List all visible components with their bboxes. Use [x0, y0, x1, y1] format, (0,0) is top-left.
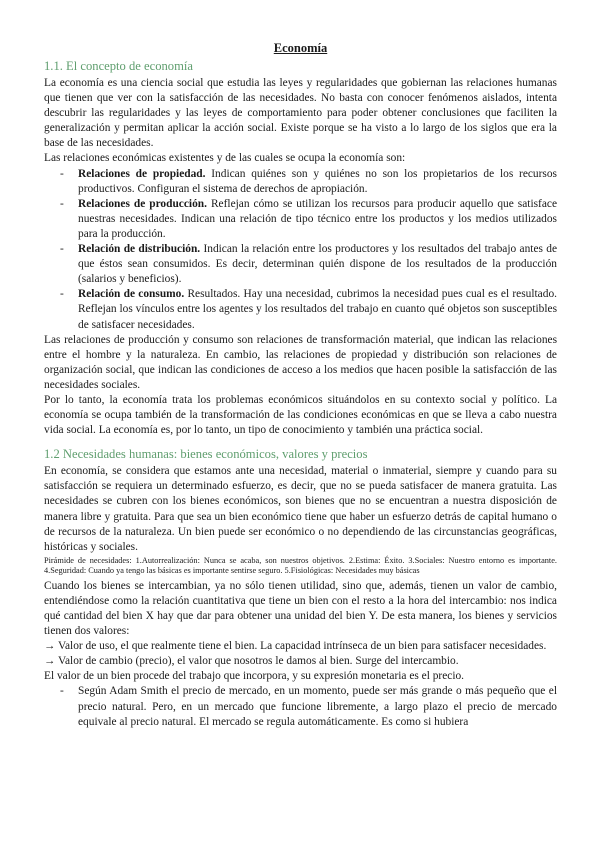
- dash-bullet: -: [60, 197, 64, 210]
- list-item-text: Indican quiénes son y quiénes no son los propietarios de los recursos productivos. Configuran el sistema de derechos de apropiación.: [78, 167, 557, 195]
- list-item-text: Resultados. Hay una necesidad, cubrimos la necesidad pues cual es el resultado. Reflejan los vínculos entre los agentes y los resultados del trabajo en cuanto qué objetos son susceptibles de satisfacer necesidades.: [78, 288, 557, 331]
- list-item: [44, 197, 557, 242]
- needs-pyramid-note: Pirámide de necesidades: 1.Autorrealización: Nunca se acaba, son nuestros objetivos. 2.Estima: Éxito. 3.Sociales: Nuestro entorno es importante. 4.Seguridad: Cuando ya tengo las básicas es importante sentirse seguro. 5.Fisiológicas: Necesidades muy básicas: [44, 555, 557, 576]
- list-item: [44, 242, 557, 287]
- list-item: [44, 167, 557, 197]
- document-title: Economía: [273, 41, 328, 55]
- dash-bullet: -: [60, 685, 64, 698]
- list-item-term: Relación de consumo.: [78, 288, 185, 301]
- section-heading-1-2: 1.2 Necesidades humanas: bienes económicos, valores y precios: [44, 447, 368, 462]
- list-item-text: Reflejan cómo se utilizan los recursos para producir aquello que satisface nuestras necesidades. Indican una relación de tipo técnico entre los productos y los medios utilizados para la producción.: [78, 197, 558, 240]
- list-item-term: Relaciones de propiedad.: [78, 167, 206, 180]
- list-item-term: Relaciones de producción.: [78, 197, 207, 210]
- dash-bullet: -: [60, 288, 64, 301]
- paragraph: La economía es una ciencia social que estudia las leyes y regularidades que gobiernan las relaciones humanas que tienen que ver con la satisfacción de las necesidades. No basta con conocer fenómenos aislados, intenta descubrir las regularidades y las leyes de comportamiento para poder obtener conclusiones que faciliten la generalización y permitan aplicar la acción social. Existe porque se ha visto a lo largo de los siglos que era la base de las necesidades.: [44, 77, 557, 150]
- paragraph: Las relaciones de producción y consumo son relaciones de transformación material, que indican las relaciones entre el hombre y la naturaleza. En cambio, las relaciones de propiedad y distribución son relaciones de organización social, que indican las condiciones de acceso a los medios que hacen posible la satisfacción de las necesidades sociales.: [44, 333, 557, 391]
- section-heading-1-1: 1.1. El concepto de economía: [44, 59, 193, 73]
- dash-bullet: -: [60, 243, 64, 256]
- paragraph: El valor de un bien procede del trabajo que incorpora, y su expresión monetaria es el precio.: [44, 670, 465, 683]
- list-item: [44, 684, 557, 729]
- list-item-term: Relación de distribución.: [78, 243, 201, 256]
- paragraph: Cuando los bienes se intercambian, ya no sólo tienen utilidad, sino que, además, tienen un valor de cambio, entendiéndose como la relación cuantitativa que tiene un bien con el resto a la hora del intercambio: nos indica qué cantidad del bien X hay que dar para obtener una unidad del bien Y. De esta manera, los bienes y servicios tienen dos valores:: [44, 579, 557, 638]
- document-page: [44, 40, 557, 730]
- paragraph: En economía, se considera que estamos ante una necesidad, material o inmaterial, siempre y cuando para su satisfacción se requiera un determinado esfuerzo, es decir, que no se pueda satisfacer de manera gratuita. Las necesidades se cubren con los bienes económicos, son bienes que no se encuentran a nuestra disposición de manera libre y gratuita. Para que sea un bien económico tiene que haber un esfuerzo detrás de capital humano o de recursos de la naturaleza. Un bien puede ser económico o no dependiendo de las circunstancias geográficas, históricas y sociales.: [44, 465, 557, 553]
- value-of-use: → Valor de uso, el que realmente tiene el bien. La capacidad intrínseca de un bien para satisfacer necesidades.: [44, 640, 547, 653]
- list-item: [44, 287, 557, 332]
- price-list: [44, 684, 557, 729]
- value-of-exchange: → Valor de cambio (precio), el valor que nosotros le damos al bien. Surge del intercambio.: [44, 655, 459, 668]
- paragraph: Por lo tanto, la economía trata los problemas económicos situándolos en su contexto social y político. La economía se ocupa también de la transformación de las condiciones económicas en que se lleva a cabo nuestra vida social. La economía es, por lo tanto, un tipo de conocimiento y también una práctica social.: [44, 393, 557, 437]
- relations-list: [44, 167, 557, 333]
- dash-bullet: -: [60, 167, 64, 180]
- list-item-text: Según Adam Smith el precio de mercado, en un momento, puede ser más grande o más pequeño que el precio natural. Pero, en un mercado que funcione libremente, a largo plazo el precio de mercado equivale al precio natural. El mercado se regula automáticamente. Es como si hubiera: [78, 685, 557, 728]
- paragraph: Las relaciones económicas existentes y de las cuales se ocupa la economía son:: [44, 152, 406, 165]
- list-item-text: Indican la relación entre los productores y los resultados del trabajo antes de que éstos sean consumidos. Es decir, determinan quién dispone de los resultados de la producción (salarios y beneficios).: [78, 243, 557, 286]
